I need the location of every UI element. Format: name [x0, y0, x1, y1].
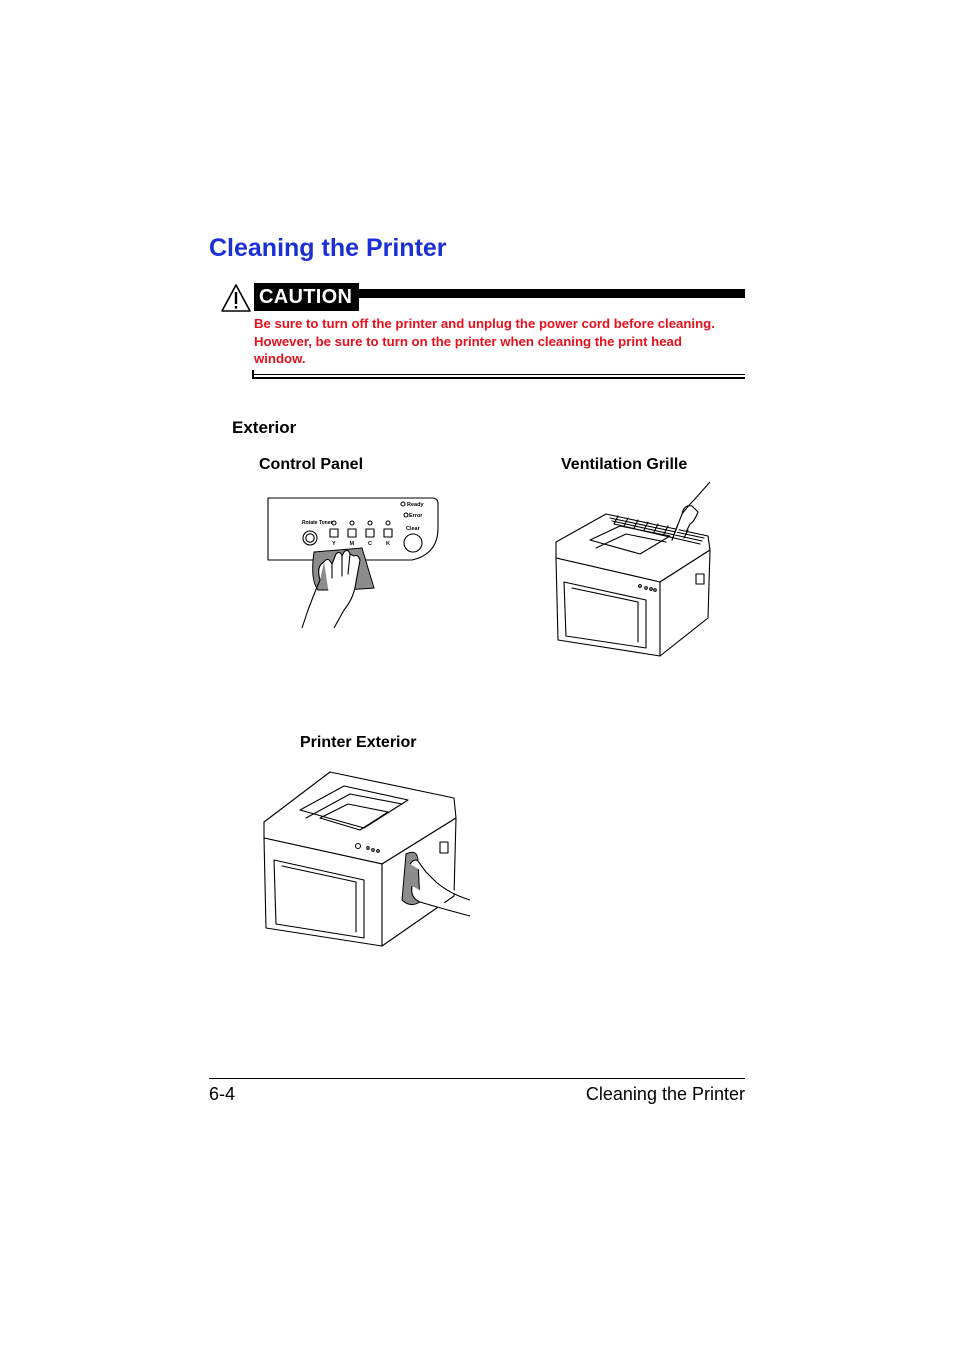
- ready-label: Ready: [407, 502, 424, 508]
- error-label: Error: [409, 513, 423, 519]
- clear-label: Clear: [406, 526, 420, 532]
- caution-text: Be sure to turn off the printer and unplug the power cord before cleaning. However, be sure to turn on the printer when cleaning the print head window.: [254, 316, 715, 366]
- figure-caption-ventilation-grille: Ventilation Grille: [561, 456, 688, 473]
- caution-divider: [252, 374, 745, 375]
- warning-triangle-icon: [220, 283, 252, 313]
- ventilation-grille-illustration: [548, 478, 718, 660]
- toner-label-k: K: [386, 541, 390, 547]
- control-panel-illustration: [262, 490, 448, 632]
- figure-caption-printer-exterior: Printer Exterior: [300, 734, 417, 751]
- caution-divider: [252, 377, 745, 379]
- page-title: Cleaning the Printer: [209, 234, 447, 262]
- rotate-toner-label: Rotate Toner: [302, 520, 333, 526]
- toner-label-m: M: [349, 541, 355, 547]
- footer-divider: [209, 1078, 745, 1079]
- footer-page-number: 6-4: [209, 1084, 236, 1104]
- caution-label: CAUTION: [254, 283, 359, 311]
- section-heading: Exterior: [232, 418, 297, 437]
- toner-label-c: C: [368, 541, 372, 547]
- footer-section-title: Cleaning the Printer: [585, 1084, 745, 1104]
- toner-label-y: Y: [332, 541, 336, 547]
- figure-caption-control-panel: Control Panel: [259, 456, 364, 473]
- printer-exterior-illustration: [260, 768, 472, 950]
